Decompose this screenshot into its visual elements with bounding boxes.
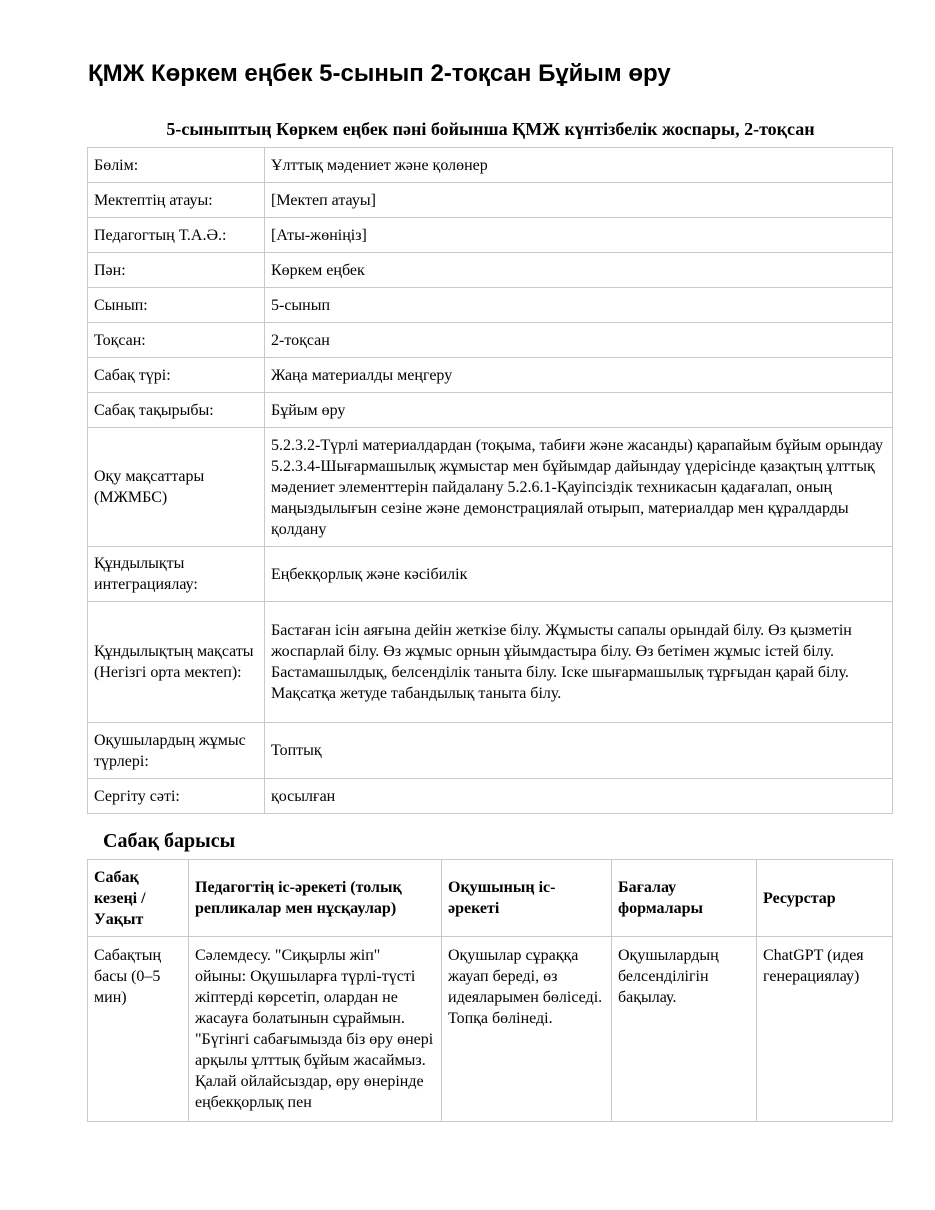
info-key: Сергіту сәті:	[88, 779, 265, 814]
table-row	[88, 253, 893, 288]
info-value: [Мектеп атауы]	[265, 183, 893, 218]
table-row	[88, 393, 893, 428]
document-title: ҚМЖ Көркем еңбек 5-сынып 2-тоқсан Бұйым өру	[88, 60, 671, 87]
table-row	[88, 547, 893, 602]
lesson-info-table	[87, 147, 893, 814]
table-caption: 5-сыныптың Көркем еңбек пәні бойынша ҚМЖ күнтізбелік жоспары, 2-тоқсан	[166, 119, 815, 139]
table-row	[88, 602, 893, 723]
info-key: Сынып:	[88, 288, 265, 323]
table-row	[88, 323, 893, 358]
table-cell: Оқушылар сұраққа жауап береді, өз идеяларымен бөліседі. Топқа бөлінеді.	[442, 937, 612, 1122]
column-header: Бағалау формалары	[612, 860, 757, 937]
section-title: Сабақ барысы	[103, 830, 236, 852]
info-value: [Аты-жөніңіз]	[265, 218, 893, 253]
info-key: Тоқсан:	[88, 323, 265, 358]
info-key: Оқушылардың жұмыс түрлері:	[88, 723, 265, 779]
info-value: 2-тоқсан	[265, 323, 893, 358]
info-value: 5.2.3.2-Түрлі материалдардан (тоқыма, табиғи және жасанды) қарапайым бұйым орындау 5.2.3.4-Шығармашылық жұмыстар мен бұйымдар дайындау үдерісінде қазақтың ұлттық мәдениет элементтерін пайдалану 5.2.6.1-Қауіпсіздік техникасын қадағалап, оның маңыздылығын сезіне және демонстрациялай отырып, материалдар мен құралдарды қолдану	[265, 428, 893, 547]
column-header: Сабақ кезеңі / Уақыт	[88, 860, 189, 937]
info-value: Бұйым өру	[265, 393, 893, 428]
info-value: Жаңа материалды меңгеру	[265, 358, 893, 393]
table-row	[88, 937, 893, 1122]
table-cell: Сәлемдесу. "Сиқырлы жіп" ойыны: Оқушыларға түрлі-түсті жіптерді көрсетіп, олардан не жасауға болатынын сұраймын. "Бүгінгі сабағымызда біз өру өнері арқылы ұлттық бұйым жасаймыз. Қалай ойлайсыздар, өру өнерінде еңбекқорлық пен	[189, 937, 442, 1122]
column-header: Педагогтің іс-әрекеті (толық репликалар мен нұсқаулар)	[189, 860, 442, 937]
info-value: Еңбекқорлық және кәсібилік	[265, 547, 893, 602]
table-row	[88, 779, 893, 814]
column-header: Ресурстар	[757, 860, 893, 937]
table-row	[88, 148, 893, 183]
table-header-row	[88, 860, 893, 937]
info-key: Құндылықты интеграциялау:	[88, 547, 265, 602]
table-row	[88, 218, 893, 253]
info-value: 5-сынып	[265, 288, 893, 323]
info-key: Оқу мақсаттары (МЖМБС)	[88, 428, 265, 547]
info-value: Ұлттық мәдениет және қолөнер	[265, 148, 893, 183]
info-key: Құндылықтың мақсаты (Негізгі орта мектеп):	[88, 602, 265, 723]
table-row	[88, 723, 893, 779]
info-key: Сабақ тақырыбы:	[88, 393, 265, 428]
info-key: Бөлім:	[88, 148, 265, 183]
table-cell: ChatGPT (идея генерациялау)	[757, 937, 893, 1122]
column-header: Оқушының іс-әрекеті	[442, 860, 612, 937]
lesson-plan-table	[87, 859, 893, 1122]
info-key: Мектептің атауы:	[88, 183, 265, 218]
info-value: Көркем еңбек	[265, 253, 893, 288]
info-value: қосылған	[265, 779, 893, 814]
table-row	[88, 428, 893, 547]
table-cell: Оқушылардың белсенділігін бақылау.	[612, 937, 757, 1122]
info-key: Педагогтың Т.А.Ә.:	[88, 218, 265, 253]
info-key: Сабақ түрі:	[88, 358, 265, 393]
info-value: Топтық	[265, 723, 893, 779]
table-row	[88, 358, 893, 393]
table-cell: Сабақтың басы (0–5 мин)	[88, 937, 189, 1122]
info-value: Бастаған ісін аяғына дейін жеткізе білу. Жұмысты сапалы орындай білу. Өз қызметін жоспарлай білу. Өз жұмыс орнын ұйымдастыра білу. Өз бетімен жұмыс істей білу. Бастамашылдық, белсенділік таныта білу. Іске шығармашылық тұрғыдан қарай білу. Мақсатқа жетуде табандылық таныта білу.	[265, 602, 893, 723]
info-key: Пән:	[88, 253, 265, 288]
table-row	[88, 183, 893, 218]
table-row	[88, 288, 893, 323]
